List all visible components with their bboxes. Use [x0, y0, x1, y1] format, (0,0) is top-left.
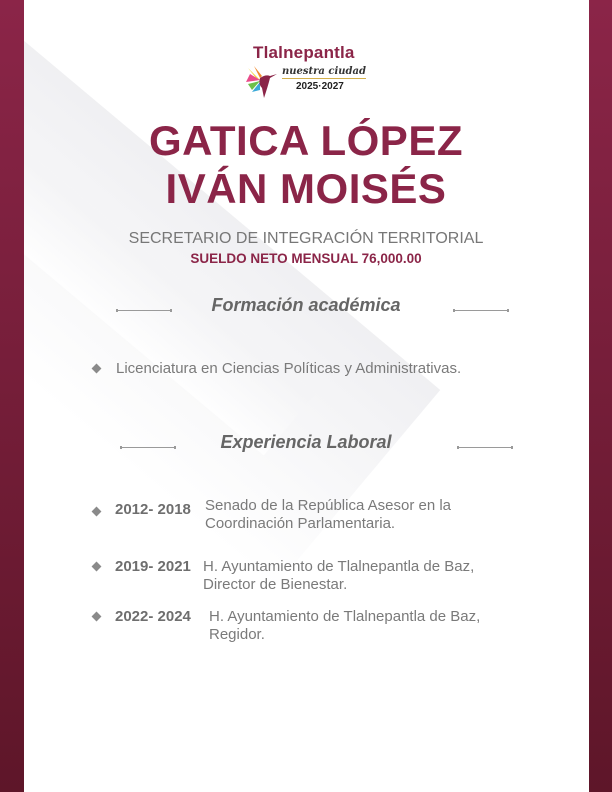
experience-line: Senado de la República Asesor en la	[205, 497, 452, 514]
divider-line	[453, 310, 509, 311]
experience-line: Regidor.	[209, 626, 265, 643]
experience-line: H. Ayuntamiento de Tlalnepantla de Baz,	[203, 558, 475, 575]
experience-line: Coordinación Parlamentaria.	[205, 515, 396, 532]
experience-years: 2022- 2024	[115, 608, 191, 625]
experience-section-title: Experiencia Laboral	[220, 432, 392, 452]
experience-years: 2019- 2021	[115, 558, 191, 575]
experience-years: 2012- 2018	[115, 501, 191, 518]
name-line-2: IVÁN MOISÉS	[165, 165, 447, 212]
experience-line: H. Ayuntamiento de Tlalnepantla de Baz,	[209, 608, 481, 625]
experience-item	[205, 497, 451, 533]
experience-item	[203, 558, 474, 594]
logo-years: 2025·2027	[296, 81, 344, 92]
name-line-1: GATICA LÓPEZ	[149, 117, 463, 164]
divider-line	[457, 447, 513, 448]
role-title: SECRETARIO DE INTEGRACIÓN TERRITORIAL	[128, 230, 484, 247]
experience-item	[209, 608, 480, 644]
hummingbird-logo-icon	[246, 64, 278, 98]
education-item: Licenciatura en Ciencias Políticas y Administrativas.	[116, 360, 462, 377]
experience-line: Director de Bienestar.	[203, 576, 348, 593]
salary: SUELDO NETO MENSUAL 76,000.00	[190, 251, 422, 266]
logo-subtitle: nuestra ciudad	[282, 66, 367, 77]
education-section-title: Formación académica	[211, 295, 401, 315]
logo	[216, 40, 368, 102]
logo-title: Tlalnepantla	[253, 43, 355, 62]
